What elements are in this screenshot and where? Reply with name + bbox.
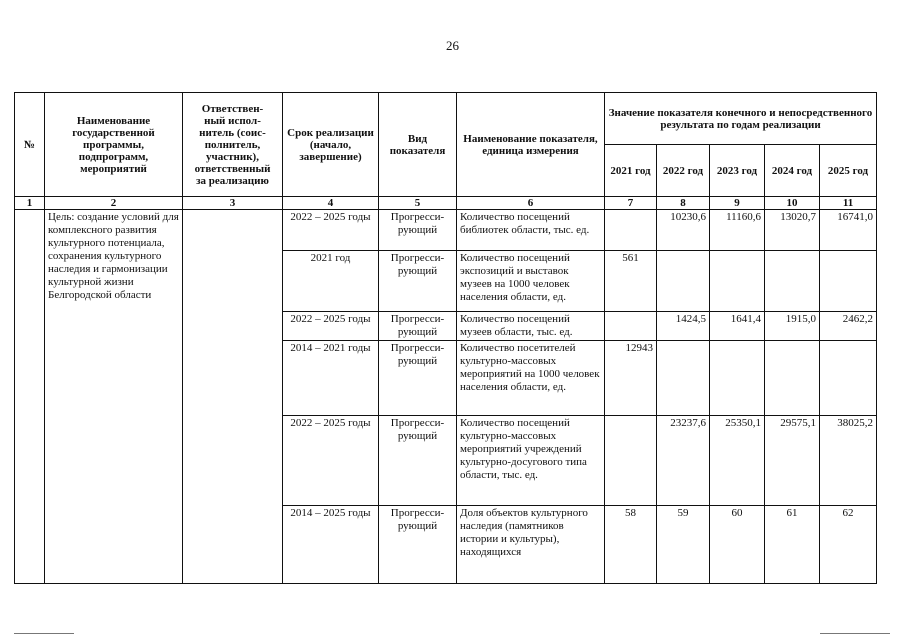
header-number: № bbox=[15, 93, 45, 197]
indicator-name-cell: Количество посещений экспозиций и выставок музеев на 1000 человек населения области, ед. bbox=[457, 251, 605, 312]
value-2021 bbox=[605, 416, 657, 506]
header-responsible: Ответствен- ный испол- нитель (соис- полнитель, участник), ответственный за реализацию bbox=[183, 93, 283, 197]
column-number: 6 bbox=[457, 197, 605, 210]
page-number: 26 bbox=[446, 38, 459, 53]
value-2022: 23237,6 bbox=[657, 416, 710, 506]
value-2025 bbox=[820, 341, 877, 416]
value-2021 bbox=[605, 210, 657, 251]
goal-text: Цель: создание условий для комплексного развития культурного потенциала, сохранения культурного наследия и гармонизации культурной жизни Белгородской области bbox=[45, 210, 183, 584]
indicator-name-cell: Количество посетителей культурно-массовых мероприятий на 1000 человек населения области, ед. bbox=[457, 341, 605, 416]
value-2021 bbox=[605, 312, 657, 341]
indicator-kind-cell: Прогресси-рующий bbox=[379, 341, 457, 416]
value-2023: 11160,6 bbox=[710, 210, 765, 251]
column-number: 5 bbox=[379, 197, 457, 210]
indicator-kind-cell: Прогресси-рующий bbox=[379, 506, 457, 584]
header-program-name: Наименование государственной программы, подпрограмм, мероприятий bbox=[45, 93, 183, 197]
header-values-group: Значение показателя конечного и непосредственного результата по годам реализации bbox=[605, 93, 877, 145]
column-number: 7 bbox=[605, 197, 657, 210]
value-2025: 62 bbox=[820, 506, 877, 584]
scan-edge-mark-bottom-right bbox=[820, 633, 890, 634]
period-cell: 2014 – 2021 годы bbox=[283, 341, 379, 416]
value-2022 bbox=[657, 341, 710, 416]
indicator-kind-cell: Прогресси-рующий bbox=[379, 251, 457, 312]
column-number: 1 bbox=[15, 197, 45, 210]
header-year-2023: 2023 год bbox=[710, 145, 765, 197]
indicator-name-cell: Количество посещений культурно-массовых мероприятий учреждений культурно-досугового типа области, тыс. ед. bbox=[457, 416, 605, 506]
header-year-2024: 2024 год bbox=[765, 145, 820, 197]
value-2024: 13020,7 bbox=[765, 210, 820, 251]
value-2025 bbox=[820, 251, 877, 312]
value-2024: 1915,0 bbox=[765, 312, 820, 341]
indicator-name-cell: Количество посещений музеев области, тыс. ед. bbox=[457, 312, 605, 341]
value-2023: 60 bbox=[710, 506, 765, 584]
header-indicator-name: Наименование показателя, единица измерения bbox=[457, 93, 605, 197]
value-2021: 58 bbox=[605, 506, 657, 584]
period-cell: 2021 год bbox=[283, 251, 379, 312]
header-indicator-kind: Вид показателя bbox=[379, 93, 457, 197]
row-number-cell bbox=[15, 210, 45, 584]
value-2025: 2462,2 bbox=[820, 312, 877, 341]
value-2022: 10230,6 bbox=[657, 210, 710, 251]
value-2024: 61 bbox=[765, 506, 820, 584]
header-period: Срок реализации (начало, завершение) bbox=[283, 93, 379, 197]
value-2023 bbox=[710, 251, 765, 312]
value-2024: 29575,1 bbox=[765, 416, 820, 506]
column-number: 2 bbox=[45, 197, 183, 210]
header-year-2021: 2021 год bbox=[605, 145, 657, 197]
value-2023: 25350,1 bbox=[710, 416, 765, 506]
value-2021: 12943 bbox=[605, 341, 657, 416]
column-number: 3 bbox=[183, 197, 283, 210]
column-number: 9 bbox=[710, 197, 765, 210]
value-2023 bbox=[710, 341, 765, 416]
indicator-kind-cell: Прогресси-рующий bbox=[379, 416, 457, 506]
period-cell: 2022 – 2025 годы bbox=[283, 210, 379, 251]
value-2024 bbox=[765, 251, 820, 312]
responsible-cell bbox=[183, 210, 283, 584]
value-2025: 16741,0 bbox=[820, 210, 877, 251]
header-year-2025: 2025 год bbox=[820, 145, 877, 197]
value-2024 bbox=[765, 341, 820, 416]
value-2022: 1424,5 bbox=[657, 312, 710, 341]
value-2023: 1641,4 bbox=[710, 312, 765, 341]
indicator-name-cell: Количество посещений библиотек области, тыс. ед. bbox=[457, 210, 605, 251]
value-2022 bbox=[657, 251, 710, 312]
value-2022: 59 bbox=[657, 506, 710, 584]
column-number: 11 bbox=[820, 197, 877, 210]
period-cell: 2022 – 2025 годы bbox=[283, 416, 379, 506]
indicator-name-cell: Доля объектов культурного наследия (памятников истории и культуры), находящихся bbox=[457, 506, 605, 584]
value-2025: 38025,2 bbox=[820, 416, 877, 506]
indicator-kind-cell: Прогресси-рующий bbox=[379, 210, 457, 251]
indicator-kind-cell: Прогресси-рующий bbox=[379, 312, 457, 341]
period-cell: 2014 – 2025 годы bbox=[283, 506, 379, 584]
indicators-table bbox=[14, 92, 877, 584]
column-number: 4 bbox=[283, 197, 379, 210]
column-number: 8 bbox=[657, 197, 710, 210]
header-year-2022: 2022 год bbox=[657, 145, 710, 197]
scan-edge-mark-bottom-left bbox=[14, 633, 74, 634]
value-2021: 561 bbox=[605, 251, 657, 312]
column-number: 10 bbox=[765, 197, 820, 210]
table-row bbox=[15, 210, 877, 251]
period-cell: 2022 – 2025 годы bbox=[283, 312, 379, 341]
